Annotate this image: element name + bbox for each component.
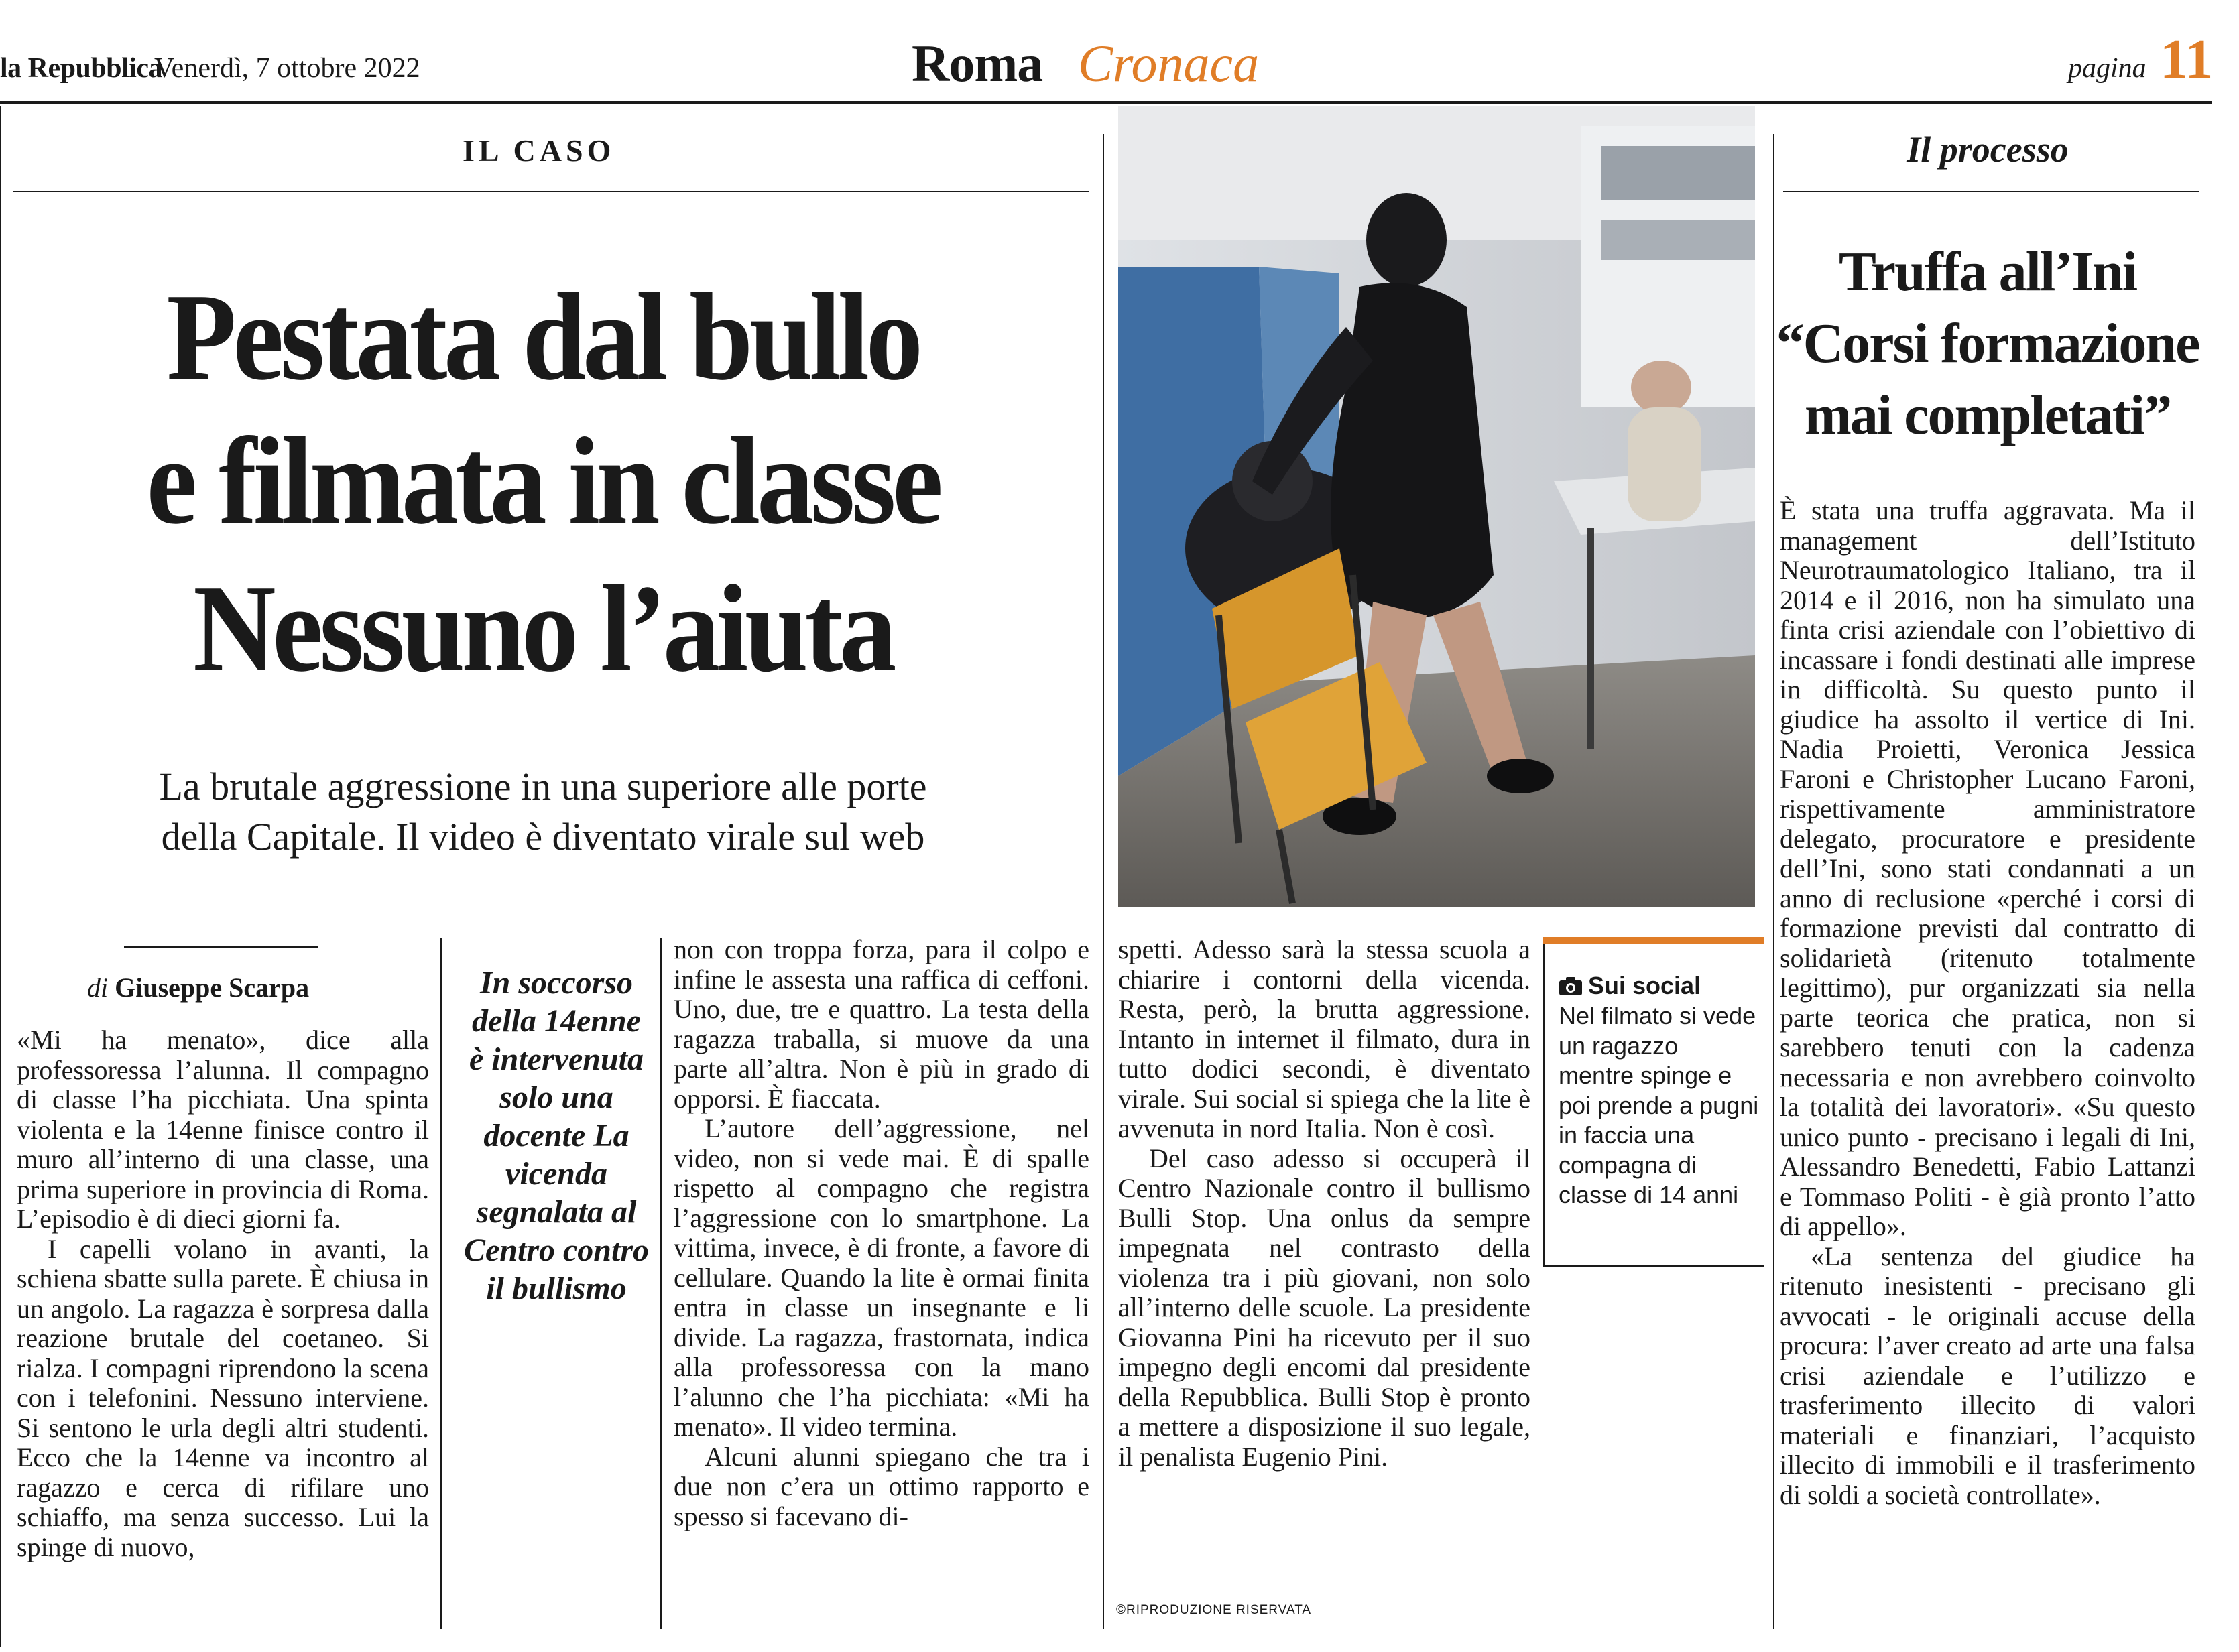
kicker-rule	[1783, 191, 2199, 192]
subheadline-line: La brutale aggressione in una superiore alle porte	[159, 765, 927, 808]
column-divider	[440, 938, 442, 1629]
article-column-1	[17, 1025, 429, 1562]
side-article-kicker: Il processo	[1907, 129, 2069, 170]
paragraph: «Mi ha menato», dice alla professoressa l’alunna. Il compagno di classe l’ha picchiata. Una spinta violenta e la 14enne finisce contro il muro all’interno di una classe, una prima superiore in provincia di Roma. L’episodio è di dieci giorni fa.	[17, 1025, 429, 1234]
paragraph: L’autore dell’aggressione, nel video, non si vede mai. È di spalle rispetto al compagno che registra l’aggressione con lo smartphone. La vittima, invece, è di fronte, a favore di cellulare. Quando la lite è ormai finita entra in classe un insegnante e li divide. La ragazza, frastornata, indica alla professoressa con la mano l’alunno che l’ha picchiata: «Mi ha menato». Il video termina.	[674, 1113, 1089, 1442]
issue-date: Venerdì, 7 ottobre 2022	[154, 53, 420, 84]
byline	[87, 972, 309, 1003]
caption-rule	[1543, 1265, 1764, 1267]
headline-line: “Corsi formazione	[1776, 312, 2199, 375]
article-column-2	[674, 935, 1089, 1531]
paragraph: Del caso adesso si occuperà il Centro Nazionale contro il bullismo Bulli Stop. Una onlus da sempre impegnata nel contrasto della violenza tra i più giovani, non solo all’interno delle scuole. La presidente Giovanna Pini ha ricevuto per il suo impegno degli encomi dal presidente della Repubblica. Bulli Stop è pronto a mettere a disposizione il suo legale, il penalista Eugenio Pini.	[1118, 1143, 1530, 1472]
subheadline-line: della Capitale. Il video è diventato virale sul web	[161, 815, 925, 859]
camera-icon	[1559, 976, 1583, 997]
photo-caption-text: Nel filmato si vede un ragazzo mentre spinge e poi prende a pugni in faccia una compagna di classe di 14 anni	[1559, 1002, 1759, 1208]
headline-line: mai completati”	[1804, 384, 2171, 446]
column-divider	[1103, 134, 1104, 1629]
classroom-scene-illustration	[1118, 106, 1755, 907]
article-kicker: IL CASO	[463, 133, 615, 168]
pull-quote: In soccorso della 14enne è intervenuta solo una docente La vicenda segnalata al Centro contro il bullismo	[463, 965, 650, 1306]
byline-prefix: di	[87, 972, 109, 1003]
headline-line: Truffa all’Ini	[1838, 241, 2137, 303]
headline-line: e filmata in classe	[146, 412, 940, 550]
column-divider	[660, 938, 662, 1629]
column-divider	[0, 106, 1, 1647]
side-article-headline	[1770, 236, 2205, 451]
column-divider	[1543, 938, 1545, 1267]
page-label: pagina	[2068, 53, 2146, 84]
article-photo	[1118, 106, 1755, 907]
paragraph: non con troppa forza, para il colpo e infine le assesta una raffica di ceffoni. Uno, due, tre e quattro. La testa della ragazza traballa, si muove da una parte all’altra. Non è più in grado di opporsi. È fiaccata.	[674, 934, 1089, 1114]
headline-line: Pestata dal bullo	[166, 268, 920, 406]
paragraph: È stata una truffa aggravata. Ma il management dell’Istituto Neurotraumatologico Italiano, tra il 2014 e il 2016, non ha simulato una finta crisi aziendale con l’obiettivo di incassare i fondi destinati alle imprese in difficoltà. Su questo punto il giudice ha assolto il vertice di Ini. Nadia Proietti, Veronica Jessica Faroni e Christopher Lucano Faroni, rispettivamente amministratore delegato, procuratore e presidente dell’Ini, sono stati condannati a un anno di reclusione «perché i corsi di formazione previsti dal contratto di solidarietà (ritenuto totalmente legittimo), pur organizzati sia nella parte teorica che pratica, non si sarebbero tenuti con la cadenza necessaria e non avrebbero coinvolto la totalità dei lavoratori». «Su questo unico punto - precisano i legali di Ini, Alessandro Benedetti, Fabio Lattanzi e Tommaso Politi - è già pronto l’atto di appello».	[1780, 495, 2195, 1241]
masthead: la Repubblica	[0, 53, 163, 84]
author-name: Giuseppe Scarpa	[115, 972, 310, 1003]
headline-line: Nessuno l’aiuta	[193, 560, 893, 698]
article-column-3	[1118, 935, 1530, 1472]
paragraph: I capelli volano in avanti, la schiena sbatte sulla parete. È chiusa in un angolo. La ragazza è sorpresa dalla reazione brutale del coetaneo. Si rialza. I compagni riprendono la scena con i telefonini. Nessuno interviene. Si sentono le urla degli altri studenti. Ecco che la 14enne va incontro al ragazzo e cerca di rifilare uno schiaffo, ma senza successo. Lui la spinge di nuovo,	[17, 1233, 429, 1562]
side-article-body	[1780, 496, 2195, 1510]
copyright-notice: ©RIPRODUZIONE RISERVATA	[1116, 1603, 1312, 1617]
caption-accent-bar	[1543, 937, 1764, 944]
header-rule	[0, 101, 2212, 104]
caption-title-text: Sui social	[1588, 972, 1701, 999]
section-title: Roma	[912, 34, 1043, 92]
page-number: 11	[2160, 28, 2214, 90]
paragraph: «La sentenza del giudice ha ritenuto inesistenti - precisano gli avvocati - le originali accuse della procura: l’aver creato ad arte una falsa crisi aziendale e l’utilizzo e trasferimento illecito di valori materiali e finanziari, l’acquisto illecito di immobili e il trasferimento di soldi a società controllate».	[1780, 1241, 2195, 1510]
kicker-rule	[13, 191, 1089, 192]
paragraph: spetti. Adesso sarà la stessa scuola a chiarire i contorni della vicenda. Resta, però, la brutta aggressione. Intanto in internet il filmato, dura in tutto dodici secondi, è diventato virale. Sui social si spiega che la lite è avvenuta in nord Italia. Non è così.	[1118, 934, 1530, 1143]
section-subtitle: Cronaca	[1078, 34, 1260, 92]
paragraph: Alcuni alunni spiegano che tra i due non c’era un ottimo rapporto e spesso si facevano di-	[674, 1441, 1089, 1531]
byline-rule	[124, 946, 318, 948]
photo-caption-title	[1559, 972, 1701, 1000]
